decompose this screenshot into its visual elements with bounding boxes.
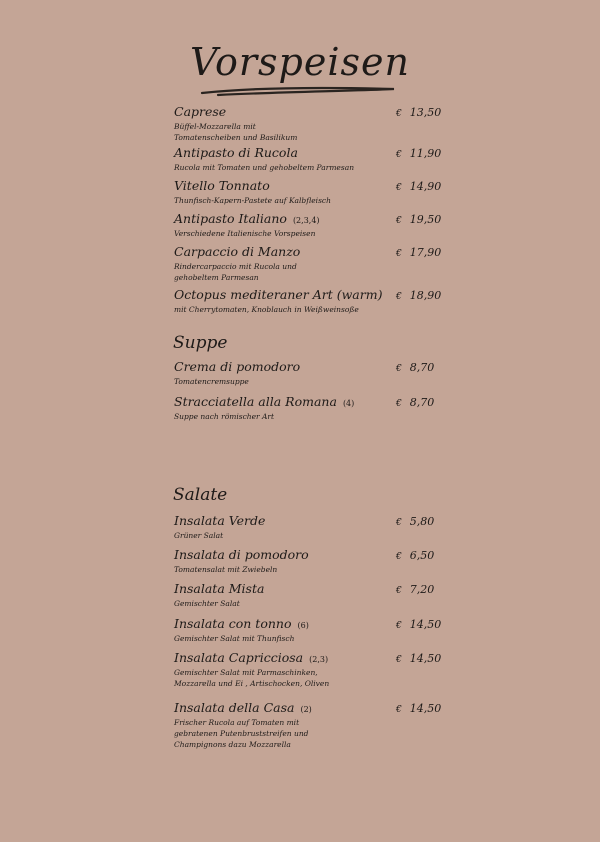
item-description: Champignons dazu Mozzarella <box>174 740 291 749</box>
item-description: Frischer Rucola auf Tomaten mit <box>174 718 300 727</box>
item-price <box>396 395 434 412</box>
price-amount: 17,90 <box>409 246 442 259</box>
item-name-text: Octopus mediteraner Art (warm) <box>174 287 383 302</box>
item-name-text: Insalata Capricciosa <box>174 650 304 665</box>
item-name-text: Crema di pomodoro <box>174 359 301 374</box>
item-description: Büffel-Mozzarella mit <box>174 122 256 131</box>
currency-symbol: € <box>396 655 402 665</box>
currency-symbol: € <box>396 552 402 562</box>
item-description: Tomatenscheiben und Basilikum <box>174 133 298 142</box>
currency-symbol: € <box>396 109 402 119</box>
price-amount: 6,50 <box>409 549 435 562</box>
section-heading-salate: Salate <box>173 485 228 505</box>
item-name-text: Antipasto di Rucola <box>174 145 298 160</box>
item-price <box>396 651 441 668</box>
item-allergen-codes: (2,3) <box>309 655 329 664</box>
price-amount: 7,20 <box>409 583 435 596</box>
currency-symbol: € <box>396 364 402 374</box>
price-amount: 5,80 <box>409 515 435 528</box>
item-description: mit Cherrytomaten, Knoblauch in Weißweinsoße <box>174 305 359 314</box>
price-amount: 14,90 <box>409 180 442 193</box>
item-name-text: Stracciatella alla Romana <box>174 394 337 409</box>
currency-symbol: € <box>396 292 402 302</box>
item-name-text: Vitello Tonnato <box>174 178 270 193</box>
price-amount: 14,50 <box>409 618 442 631</box>
page-title: Vorspeisen <box>190 40 410 84</box>
item-description: Tomatencremsuppe <box>174 377 249 386</box>
item-allergen-codes: (2) <box>300 705 312 714</box>
item-description: Gemischter Salat mit Thunfisch <box>174 634 295 643</box>
price-amount: 18,90 <box>409 289 442 302</box>
title-brush-stroke <box>198 84 398 98</box>
item-name-text: Insalata della Casa <box>174 700 295 715</box>
currency-symbol: € <box>396 518 402 528</box>
item-name-text: Caprese <box>174 104 227 119</box>
price-amount: 11,90 <box>409 147 442 160</box>
item-name-text: Antipasto Italiano <box>174 211 287 226</box>
item-price <box>396 212 441 229</box>
price-amount: 14,50 <box>409 702 442 715</box>
item-description: Gemischter Salat mit Parmaschinken, <box>174 668 318 677</box>
price-amount: 13,50 <box>409 106 442 119</box>
price-amount: 14,50 <box>409 652 442 665</box>
item-description: Grüner Salat <box>174 531 224 540</box>
section-heading-suppe: Suppe <box>173 333 228 353</box>
item-allergen-codes: (4) <box>342 399 355 408</box>
currency-symbol: € <box>396 705 402 715</box>
price-amount: 19,50 <box>409 213 442 226</box>
price-amount: 8,70 <box>409 361 435 374</box>
item-name-text: Insalata con tonno <box>174 616 292 631</box>
currency-symbol: € <box>396 586 402 596</box>
item-price <box>396 146 441 163</box>
price-amount: 8,70 <box>409 396 435 409</box>
item-price <box>396 179 441 196</box>
item-name-text: Insalata Verde <box>174 513 266 528</box>
item-description: Verschiedene Italienische Vorspeisen <box>174 229 316 238</box>
currency-symbol: € <box>396 249 402 259</box>
item-price <box>396 701 441 718</box>
item-price <box>396 548 434 565</box>
item-description: Mozzarella und Ei , Artischocken, Oliven <box>174 679 330 688</box>
item-description: Rucola mit Tomaten und gehobeltem Parmesan <box>174 163 355 172</box>
item-name-text: Insalata di pomodoro <box>174 547 309 562</box>
currency-symbol: € <box>396 621 402 631</box>
item-description: Gemischter Salat <box>174 599 240 608</box>
item-description: gehobeltem Parmesan <box>174 273 259 282</box>
item-price <box>396 514 434 531</box>
item-description: Tomatensalat mit Zwiebeln <box>174 565 278 574</box>
currency-symbol: € <box>396 399 402 409</box>
item-description: Suppe nach römischer Art <box>174 412 275 421</box>
item-price <box>396 360 434 377</box>
item-allergen-codes: (2,3,4) <box>292 216 320 225</box>
item-price <box>396 245 441 262</box>
currency-symbol: € <box>396 150 402 160</box>
item-description: Rindercarpaccio mit Rucola und <box>174 262 297 271</box>
item-price <box>396 617 441 634</box>
currency-symbol: € <box>396 216 402 226</box>
item-description: gebratenen Putenbruststreifen und <box>174 729 309 738</box>
item-name-text: Carpaccio di Manzo <box>174 244 301 259</box>
item-price <box>396 105 441 122</box>
item-name-text: Insalata Mista <box>174 581 265 596</box>
item-price <box>396 582 434 599</box>
item-description: Thunfisch-Kapern-Pastete auf Kalbfleisch <box>174 196 331 205</box>
item-price <box>396 288 441 305</box>
item-allergen-codes: (6) <box>297 621 309 630</box>
currency-symbol: € <box>396 183 402 193</box>
